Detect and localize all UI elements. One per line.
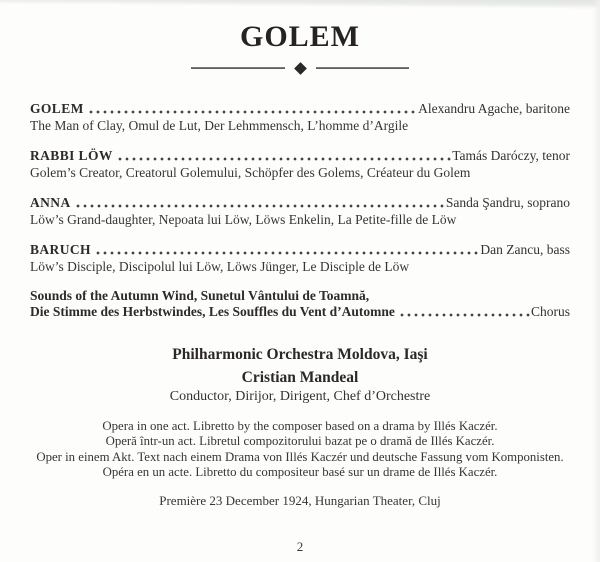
premiere-note: Première 23 December 1924, Hungarian Theater, Cluj <box>159 492 441 508</box>
divider-rule-right <box>316 67 410 69</box>
cast-entry-chorus <box>30 288 570 320</box>
cast-performer: Alexandru Agache, baritone <box>418 100 570 116</box>
synopsis-line-de: Oper in einem Akt. Text nach einem Drama von Illés Kaczér und deutsche Fassung vom Komponisten. <box>36 449 564 464</box>
cast-description: Löw’s Grand-daughter, Nepoata lui Löw, Löws Enkelin, La Petite-fille de Löw <box>30 211 457 227</box>
cast-role: ANNA <box>30 194 71 210</box>
diamond-icon <box>294 62 307 75</box>
cast-role-line <box>30 147 570 164</box>
page-title: GOLEM <box>239 20 360 53</box>
cast-performer: Tamás Daróczy, tenor <box>452 147 570 163</box>
divider-rule-left <box>191 67 285 69</box>
title-divider <box>191 64 409 73</box>
chorus-performer: Chorus <box>530 303 570 319</box>
page-number: 2 <box>296 538 304 554</box>
cast-list <box>30 100 570 320</box>
dot-leader <box>118 157 452 161</box>
orchestra-name: Philharmonic Orchestra Moldova, Iaşi <box>172 345 428 363</box>
synopsis-line-en: Opera in one act. Libretto by the composer based on a drama by Illés Kaczér. <box>102 418 498 433</box>
cast-entry-golem <box>30 100 570 134</box>
cast-role: GOLEM <box>30 100 84 116</box>
scan-edge-top <box>0 0 600 10</box>
synopsis-section <box>30 419 570 481</box>
dot-leader <box>89 110 417 114</box>
chorus-line2 <box>30 304 570 320</box>
chorus-names: Die Stimme des Herbstwindes, Les Souffles du Vent d’Automne <box>30 303 395 319</box>
synopsis-line-ro: Operă într-un act. Libretul compozitorului bazat pe o dramă de Illés Kaczér. <box>105 434 495 448</box>
cast-description: The Man of Clay, Omul de Lut, Der Lehmmensch, L’homme d’Argile <box>30 117 409 133</box>
dot-leader <box>96 251 479 255</box>
cast-entry-baruch <box>30 241 570 275</box>
cast-description: Golem’s Creator, Creatorul Golemului, Schöpfer des Golems, Créateur du Golem <box>30 164 471 180</box>
conductor-name: Cristian Mandeal <box>241 368 359 386</box>
dot-leader <box>400 313 530 317</box>
cast-entry-rabbi-low <box>30 147 570 181</box>
cast-role: BARUCH <box>30 241 91 257</box>
dot-leader <box>76 204 445 208</box>
cast-role-line <box>30 241 570 258</box>
cast-performer: Sanda Şandru, soprano <box>445 194 570 210</box>
cast-performer: Dan Zancu, bass <box>480 241 570 257</box>
synopsis-line-fr: Opéra en un acte. Libretto du compositeur basé sur un drame de Illés Kaczér. <box>102 465 498 479</box>
cast-role: RABBI LÖW <box>30 147 113 163</box>
page-content <box>0 20 600 555</box>
cast-description: Löw’s Disciple, Discipolul lui Löw, Löws Jünger, Le Disciple de Löw <box>30 258 410 274</box>
ensemble-section <box>30 345 570 406</box>
cast-role-line <box>30 100 570 117</box>
cast-entry-anna <box>30 194 570 228</box>
chorus-line1: Sounds of the Autumn Wind, Sunetul Vântului de Toamnă, <box>30 287 370 303</box>
cast-role-line <box>30 194 570 211</box>
conductor-titles: Conductor, Dirijor, Dirigent, Chef d’Orchestre <box>169 388 431 404</box>
